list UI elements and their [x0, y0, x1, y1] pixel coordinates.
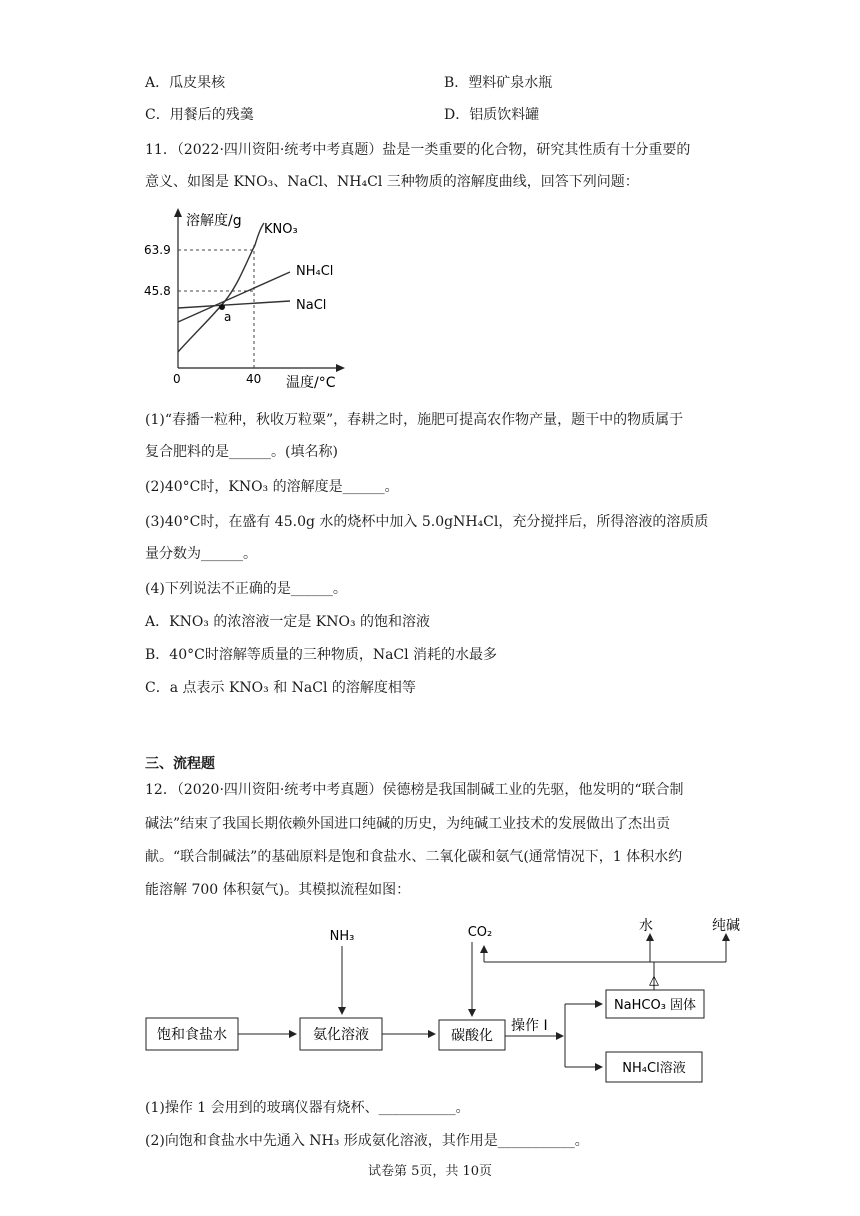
option-a: A．瓜皮果核: [145, 75, 226, 91]
page-footer: 试卷第 5页，共 10页: [367, 1164, 493, 1179]
q12-sub2: (2)向饱和食盐水中先通入 NH₃ 形成氨化溶液，其作用是___________。: [145, 1133, 589, 1149]
x-tick-0: 0: [173, 372, 181, 386]
nacl-label: NaCl: [296, 298, 327, 313]
flow-diagram: [140, 912, 760, 1092]
x-axis-arrow: [336, 364, 345, 372]
q12-stem-line4: 能溶解 700 体积氨气)。其模拟流程如图：: [145, 882, 411, 898]
q11-option-c: C．a 点表示 KNO₃ 和 NaCl 的溶解度相等: [145, 680, 416, 696]
y-tick-45-8: 45.8: [144, 284, 171, 298]
x-tick-40: 40: [246, 372, 262, 386]
q11-sub2: (2)40°C时，KNO₃ 的溶解度是______。: [145, 479, 399, 495]
nh4cl-curve: [178, 272, 290, 322]
q11-sub1-line2: 复合肥料的是______。(填名称): [145, 444, 338, 460]
q12-sub1: (1)操作 1 会用到的玻璃仪器有烧杯、___________。: [145, 1100, 470, 1116]
nh3-label: NH₃: [329, 929, 355, 944]
option-b: B．塑料矿泉水瓶: [444, 75, 553, 91]
y-tick-63-9: 63.9: [144, 243, 171, 257]
q11-stem-line2: 意义、如图是 KNO₃、NaCl、NH₄Cl 三种物质的溶解度曲线，回答下列问题：: [145, 174, 639, 190]
solubility-chart: [140, 205, 370, 395]
section-title: 三、流程题: [145, 756, 215, 772]
y-axis-label: 溶解度/g: [186, 213, 242, 229]
y-axis-arrow: [174, 208, 182, 217]
q11-sub3-line2: 量分数为______。: [145, 546, 257, 562]
option-c: C．用餐后的残羹: [145, 107, 254, 123]
nh4cl-label: NH₄Cl: [296, 264, 334, 279]
heat-label: △: [649, 973, 659, 988]
kno3-curve: [178, 223, 264, 352]
box-nahco3-label: NaHCO₃ 固体: [613, 998, 697, 1013]
nacl-curve: [178, 301, 290, 308]
op-label: 操作 I: [511, 1018, 548, 1034]
q12-stem-line2: 碱法”结束了我国长期依赖外国进口纯碱的历史，为纯碱工业技术的发展做出了杰出贡: [145, 816, 671, 832]
box-carbonation-label: 碳酸化: [451, 1028, 493, 1044]
option-d: D．铝质饮料罐: [444, 107, 540, 123]
q11-option-b: B．40°C时溶解等质量的三种物质，NaCl 消耗的水最多: [145, 647, 498, 663]
q11-option-a: A．KNO₃ 的浓溶液一定是 KNO₃ 的饱和溶液: [145, 614, 431, 630]
box-brine-label: 饱和食盐水: [157, 1027, 227, 1043]
point-a-label: a: [224, 310, 232, 324]
x-axis-label: 温度/°C: [286, 375, 336, 391]
q11-sub4: (4)下列说法不正确的是______。: [145, 581, 347, 597]
q11-sub3-line1: (3)40°C时，在盛有 45.0g 水的烧杯中加入 5.0gNH₄Cl，充分搅拌后，所得溶液的溶质质: [145, 514, 709, 530]
q12-stem-line3: 献。“联合制碱法”的基础原料是饱和食盐水、二氧化碳和氨气(通常情况下，1 体积水约: [145, 849, 683, 865]
q12-stem-line1: 12．（2020·四川资阳·统考中考真题）侯德榜是我国制碱工业的先驱，他发明的“联合制: [145, 782, 684, 798]
water-label: 水: [639, 918, 653, 934]
box-nh4cl-label: NH₄Cl溶液: [622, 1061, 686, 1076]
soda-label: 纯碱: [712, 918, 740, 934]
q11-stem-line1: 11．（2022·四川资阳·统考中考真题）盐是一类重要的化合物，研究其性质有十分重要的: [145, 142, 691, 158]
q11-sub1-line1: (1)“春播一粒种，秋收万粒粟”，春耕之时，施肥可提高农作物产量，题干中的物质属于: [145, 412, 684, 428]
co2-label: CO₂: [467, 925, 493, 940]
kno3-label: KNO₃: [264, 222, 298, 237]
box-ammoniated-label: 氨化溶液: [313, 1027, 369, 1043]
